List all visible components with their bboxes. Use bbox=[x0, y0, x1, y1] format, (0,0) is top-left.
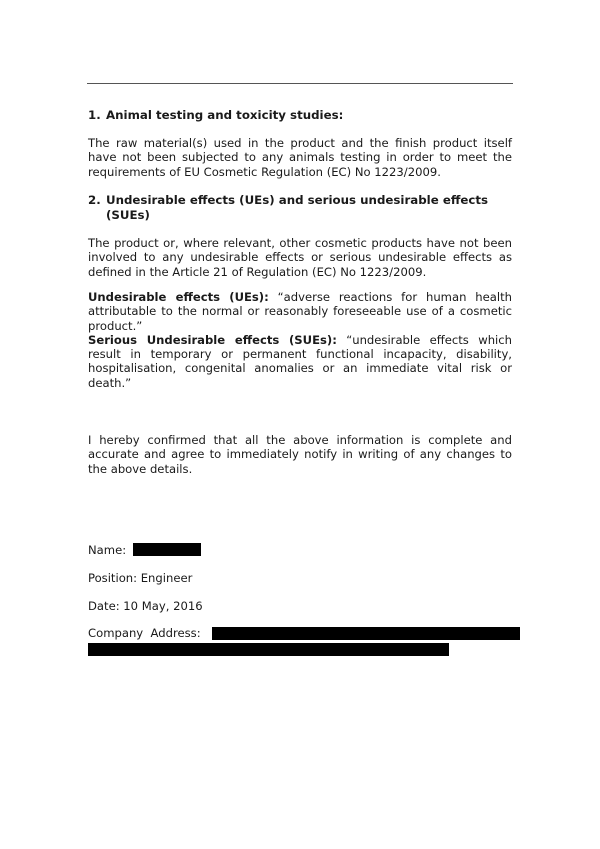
section-2-number: 2. bbox=[88, 193, 101, 207]
sue-text: “undesirable effects which result in temporary or permanent functional incapacity, disability, hospitalisation, congenital anomalies or an immediate vital risk or death.” bbox=[88, 332, 512, 390]
sue-term: Serious Undesirable effects (SUEs): bbox=[88, 332, 337, 347]
date-line: Date: 10 May, 2016 bbox=[88, 599, 203, 613]
section-1-heading bbox=[88, 108, 512, 123]
redacted-address-line2 bbox=[88, 643, 449, 656]
sue-definition bbox=[88, 333, 512, 390]
name-line bbox=[88, 543, 201, 557]
ue-term: Undesirable effects (UEs): bbox=[88, 290, 269, 304]
redacted-address-line1 bbox=[212, 627, 520, 640]
ue-definition bbox=[88, 290, 512, 333]
section-2-body: The product or, where relevant, other cosmetic products have not been involved to any undesirable effects or serious undesirable effects as defined in the Article 21 of Regulation (EC) No 1223/2009. bbox=[88, 236, 512, 279]
section-2-heading bbox=[88, 193, 512, 223]
section-1-title: Animal testing and toxicity studies: bbox=[106, 108, 344, 122]
header-divider bbox=[87, 83, 513, 84]
redacted-name bbox=[133, 543, 201, 556]
ue-text: “adverse reactions for human health attributable to the normal or reasonably foreseeable use of a cosmetic product.” bbox=[88, 290, 512, 333]
position-line: Position: Engineer bbox=[88, 571, 193, 585]
section-1-body: The raw material(s) used in the product and the finish product itself have not been subjected to any animals testing in order to meet the requirements of EU Cosmetic Regulation (EC) No 1223/2009. bbox=[88, 136, 512, 179]
definitions bbox=[88, 290, 512, 390]
section-2-title-line1: Undesirable effects (UEs) and serious undesirable effects bbox=[106, 193, 489, 207]
name-label: Name: bbox=[88, 543, 127, 557]
confirmation-statement: I hereby confirmed that all the above information is complete and accurate and agree to immediately notify in writing of any changes to the above details. bbox=[88, 433, 512, 476]
section-1-number: 1. bbox=[88, 108, 101, 122]
section-2-title-line2: (SUEs) bbox=[106, 208, 150, 222]
company-address-label: Company Address: bbox=[88, 626, 201, 640]
